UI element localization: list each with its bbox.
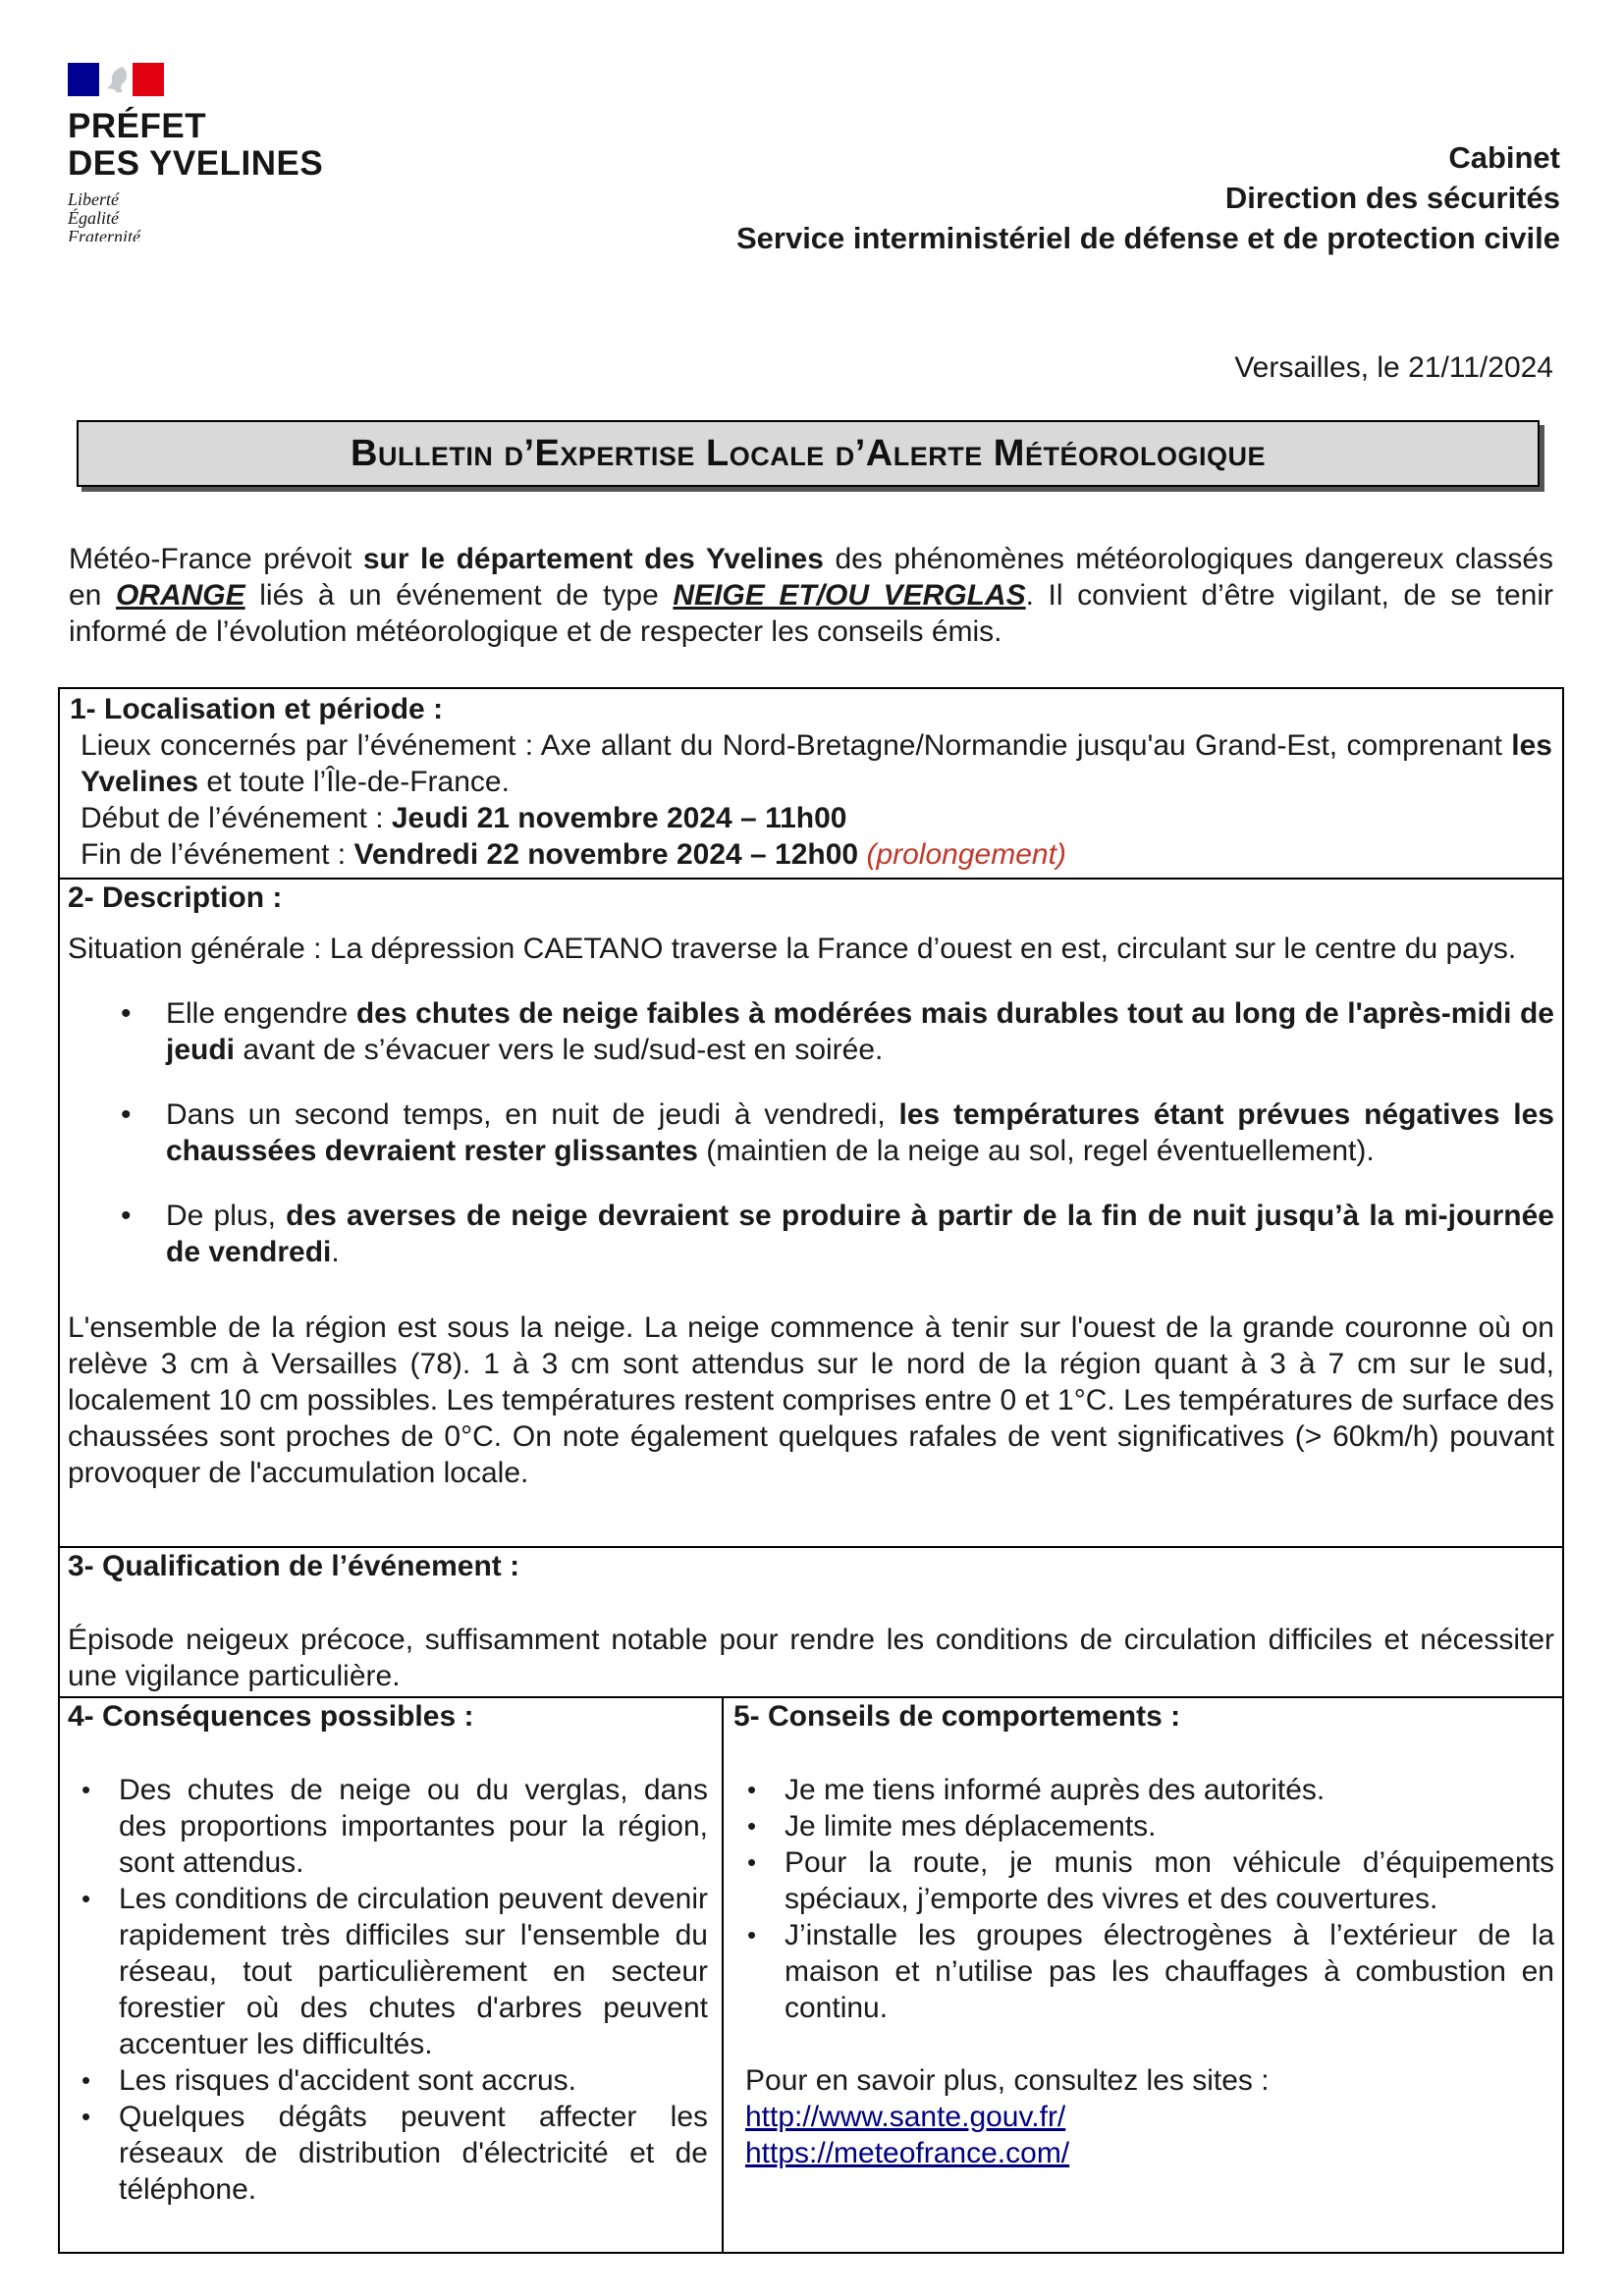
conseil-text: J’installe les groupes électrogènes à l’extérieur de la maison et n’utilise pas les chauffages à combustion en continu. [785, 1919, 1554, 2024]
section3-title: 3- Qualification de l’événement : [68, 1550, 520, 1582]
list-item [733, 1772, 1554, 1808]
section1-title: 1- Localisation et période : [70, 693, 444, 725]
column-divider [722, 1696, 724, 2254]
logo-line-yvelines: DES YVELINES [68, 144, 324, 183]
b2-text-1: Dans un second temps, en nuit de jeudi à vendredi, [166, 1098, 899, 1131]
bullet-icon: • [747, 1811, 757, 1841]
link-sante[interactable]: http://www.sante.gouv.fr/ [745, 2101, 1066, 2133]
section-description [68, 880, 1554, 1491]
bullet-icon: • [747, 1775, 757, 1804]
prefecture-logo [68, 63, 382, 241]
org-cabinet: Cabinet [1448, 140, 1560, 175]
consequence-text: Des chutes de neige ou du verglas, dans des proportions importantes pour la région, sont attendus. [119, 1774, 708, 1879]
b1-bold: des chutes de neige faibles à modérées mais durables tout au long de l'après-midi de jeudi [166, 997, 1554, 1066]
list-item [733, 1917, 1554, 2026]
bullet-icon: • [81, 1775, 91, 1804]
description-bullets [68, 995, 1554, 1270]
intro-text-2: des phénomènes météorologiques dangereux classés en [69, 543, 1554, 612]
org-service: Service interministériel de défense et de protection civile [735, 221, 1560, 255]
issuing-service [736, 137, 1560, 258]
alert-level: ORANGE [115, 579, 245, 612]
bulletin-table [58, 687, 1564, 2254]
motto-egalite: Égalité [68, 208, 119, 228]
consequence-text: Quelques dégâts peuvent affecter les réseaux de distribution d'électricité et de téléphone. [119, 2101, 708, 2206]
org-direction: Direction des sécurités [1224, 181, 1560, 215]
bullet-icon: • [121, 997, 132, 1030]
b2-text-2: (maintien de la neige au sol, regel éventuellement). [697, 1135, 1375, 1167]
bullet-icon: • [81, 2065, 91, 2095]
debut-label: Début de l’événement : [81, 802, 392, 834]
bullet-icon: • [747, 1847, 757, 1877]
bulletin-title: Bulletin d’Expertise Locale d’Alerte Météorologique [351, 432, 1266, 474]
conseils-list [733, 1772, 1554, 2026]
bulletin-title-box [77, 420, 1540, 487]
b1-text-2: avant de s’évacuer vers le sud/sud-est en soirée. [235, 1034, 884, 1066]
marianne-flag-icon [68, 63, 164, 96]
section-conseils [733, 1698, 1554, 2171]
conseil-text: Je me tiens informé auprès des autorités. [785, 1774, 1326, 1806]
section-localisation [70, 691, 1552, 873]
intro-text-4: . Il convient d’être vigilant, de se tenir informé de l’évolution météorologique et de respecter les conseils émis. [69, 579, 1553, 648]
event-type: NEIGE ET/OU VERGLAS [673, 579, 1026, 612]
b3-bold: des averses de neige devraient se produire à partir de la fin de nuit jusqu’à la mi-journée de vendredi [166, 1200, 1554, 1268]
fin-label: Fin de l’événement : [81, 838, 354, 871]
logo-line-prefet: PRÉFET [68, 107, 207, 145]
bullet-icon: • [81, 2102, 91, 2131]
region-paragraph: L'ensemble de la région est sous la neige. La neige commence à tenir sur l'ouest de la grande couronne où on relève 3 cm à Versailles (78). 1 à 3 cm sont attendus sur le nord de la région quant à 3 à 7 cm sur le sud, localement 10 cm possibles. Les températures restent comprises entre 0 et 1°C. Les températures de surface des chaussées sont proches de 0°C. On note également quelques rafales de vent significatives (> 60km/h) pouvant provoquer de l'accumulation locale. [68, 1311, 1554, 1489]
fin-note: (prolongement) [866, 838, 1066, 871]
section-qualification [68, 1548, 1554, 1694]
b3-text-2: . [331, 1236, 340, 1268]
list-item [68, 1772, 708, 1881]
motto-fraternite: Fraternité [68, 228, 140, 241]
b1-text-1: Elle engendre [166, 997, 356, 1030]
intro-department: sur le département des Yvelines [362, 543, 824, 575]
bullet-icon: • [747, 1920, 757, 1949]
fin-evenement [70, 836, 1552, 873]
debut-value: Jeudi 21 novembre 2024 – 11h00 [391, 802, 847, 834]
list-item [68, 2099, 708, 2208]
conseil-text: Je limite mes déplacements. [785, 1810, 1157, 1842]
intro-paragraph [69, 541, 1553, 650]
more-info-text: Pour en savoir plus, consultez les sites : [745, 2064, 1270, 2097]
document-date: Versailles, le 21/11/2024 [1234, 351, 1553, 384]
section5-title: 5- Conseils de comportements : [733, 1700, 1181, 1733]
situation-generale: Situation générale : La dépression CAETANO traverse la France d’ouest en est, circulant sur le centre du pays. [68, 933, 1517, 965]
conseil-text: Pour la route, je munis mon véhicule d’équipements spéciaux, j’emporte des vivres et des couvertures. [785, 1846, 1554, 1915]
bullet-icon: • [121, 1200, 132, 1232]
link-meteofrance[interactable]: https://meteofrance.com/ [745, 2137, 1070, 2169]
list-item [733, 1844, 1554, 1917]
b2-bold: les températures étant prévues négatives les chaussées devraient rester glissantes [166, 1098, 1554, 1167]
list-item [733, 1808, 1554, 1844]
lieux-yvelines: les Yvelines [81, 729, 1552, 798]
lieux-text-2: et toute l’Île-de-France. [198, 766, 510, 798]
section4-title: 4- Conséquences possibles : [68, 1700, 474, 1733]
list-item [68, 1198, 1554, 1270]
consequence-text: Les risques d'accident sont accrus. [119, 2064, 576, 2097]
intro-text-1: Météo-France prévoit [69, 543, 363, 575]
intro-text-3: liés à un événement de type [244, 579, 674, 612]
list-item [68, 1096, 1554, 1169]
consequences-list [68, 1772, 708, 2208]
motto-liberte: Liberté [68, 189, 119, 209]
list-item [68, 2062, 708, 2099]
lieux-text-1: Lieux concernés par l’événement : Axe allant du Nord-Bretagne/Normandie jusqu'au Grand-Est, comprenant [81, 729, 1512, 762]
fin-value: Vendredi 22 novembre 2024 – 12h00 [353, 838, 859, 871]
list-item [68, 995, 1554, 1068]
lieux-concernes [70, 727, 1552, 800]
marianne-profile-icon [93, 63, 138, 96]
qualification-text: Épisode neigeux précoce, suffisamment notable pour rendre les conditions de circulation difficiles et nécessiter une vigilance particulière. [68, 1624, 1554, 1692]
list-item [68, 1881, 708, 2062]
section2-title: 2- Description : [68, 881, 283, 914]
bullet-icon: • [121, 1098, 132, 1131]
consequence-text: Les conditions de circulation peuvent devenir rapidement très difficiles sur l'ensemble du réseau, tout particulièrement en secteur forestier où des chutes d'arbres peuvent accentuer les difficultés. [119, 1883, 708, 2060]
section-consequences [68, 1698, 708, 2208]
debut-evenement [70, 800, 1552, 836]
bullet-icon: • [81, 1884, 91, 1913]
b3-text-1: De plus, [166, 1200, 287, 1232]
